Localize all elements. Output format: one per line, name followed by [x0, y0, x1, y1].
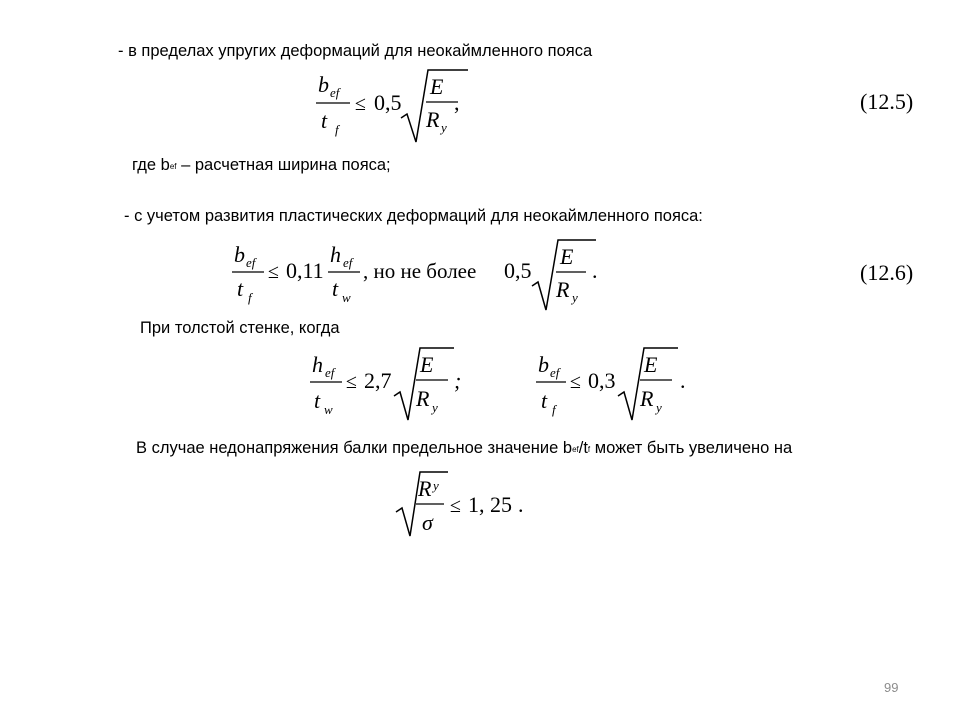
- eq3a-num-sub: ef: [325, 365, 335, 380]
- eq2-coef: 0,11: [286, 258, 324, 283]
- eq4-root-num: R: [418, 476, 432, 501]
- eq2-root-den: R: [556, 277, 570, 302]
- eq1-coef: 0,5: [374, 90, 402, 115]
- eq2-lhs-den: t: [237, 276, 244, 301]
- equation-number-12-5: (12.5): [860, 89, 914, 114]
- eq1-root-den: R: [426, 107, 440, 132]
- eq2-lhs-num: b: [234, 242, 245, 267]
- eq4-root-num-sub: y: [433, 478, 439, 493]
- eq2-middle-text: , но не более: [363, 259, 477, 283]
- eq3b-num: b: [538, 352, 549, 377]
- eq1-lhs-den: t: [321, 108, 328, 133]
- eq3b-den-sub: f: [552, 402, 556, 417]
- eq2-tail: .: [592, 258, 598, 283]
- eq2-frac2-den-sub: w: [342, 290, 351, 305]
- intro-line: - в пределах упругих деформаций для неокаймленного пояса: [118, 42, 593, 60]
- eq4-op: ≤: [450, 495, 461, 517]
- equation-12-5: [308, 66, 488, 146]
- page-number: 99: [884, 680, 899, 695]
- underload-sub1: ef: [572, 445, 579, 454]
- eq4-value: 1, 25: [468, 492, 512, 517]
- eq2-frac2-num-sub: ef: [343, 255, 353, 270]
- eq1-op: ≤: [355, 93, 366, 115]
- eq3a-root-num: E: [420, 352, 434, 377]
- eq4-root-den: σ: [422, 510, 433, 535]
- underload-prefix: В случае недонапряжения балки предельное значение b: [136, 439, 573, 457]
- eq3a-num: h: [312, 352, 323, 377]
- thick-wall-line: При толстой стенке, когда: [140, 319, 340, 337]
- eq2-root-den-sub: y: [572, 290, 578, 305]
- where-sub: ef: [169, 162, 177, 171]
- where-prefix: где b: [132, 156, 170, 174]
- eq3a-den: t: [314, 388, 321, 413]
- eq3a-tail: ;: [454, 368, 462, 393]
- eq3b-tail: .: [680, 368, 686, 393]
- eq3b-coef: 0,3: [588, 368, 616, 393]
- underload-sub2: f: [587, 445, 591, 454]
- eq3a-op: ≤: [346, 371, 357, 393]
- equation-underload: [394, 468, 544, 540]
- plastic-line: - с учетом развития пластических деформаций для неокаймленного пояса:: [124, 207, 703, 225]
- eq3a-coef: 2,7: [364, 368, 392, 393]
- eq2-lhs-den-sub: f: [248, 290, 252, 305]
- eq3a-root-den: R: [416, 386, 430, 411]
- eq1-lhs-num-sub: ef: [330, 85, 340, 100]
- underload-mid: /t: [578, 439, 588, 457]
- eq1-tail: ,: [454, 90, 460, 115]
- eq2-frac2-den: t: [332, 276, 339, 301]
- eq4-tail: .: [518, 492, 524, 517]
- eq1-lhs-den-sub: f: [335, 122, 339, 137]
- where-line: [132, 157, 391, 174]
- eq3b-den: t: [541, 388, 548, 413]
- eq2-coef2: 0,5: [504, 258, 532, 283]
- underload-line: [136, 440, 792, 457]
- eq3b-root-num: E: [644, 352, 658, 377]
- equation-12-6: [228, 234, 618, 314]
- eq3a-den-sub: w: [324, 402, 333, 417]
- where-suffix: – расчетная ширина пояса;: [176, 156, 391, 174]
- eq1-root-num: E: [430, 74, 444, 99]
- eq3a-root-den-sub: y: [432, 400, 438, 415]
- eq1-root-den-sub: y: [441, 120, 447, 135]
- eq2-frac2-num: h: [330, 242, 341, 267]
- eq3b-num-sub: ef: [550, 365, 560, 380]
- equation-thick-wall-flange: [532, 344, 712, 424]
- eq3b-root-den: R: [640, 386, 654, 411]
- eq2-root-num: E: [560, 244, 574, 269]
- eq3b-root-den-sub: y: [656, 400, 662, 415]
- eq2-op: ≤: [268, 261, 279, 283]
- underload-suffix: может быть увеличено на: [590, 439, 793, 457]
- eq3b-op: ≤: [570, 371, 581, 393]
- equation-number-12-6: (12.6): [860, 260, 914, 285]
- equation-thick-wall-web: [306, 344, 486, 424]
- eq1-lhs-num: b: [318, 72, 329, 97]
- eq2-lhs-num-sub: ef: [246, 255, 256, 270]
